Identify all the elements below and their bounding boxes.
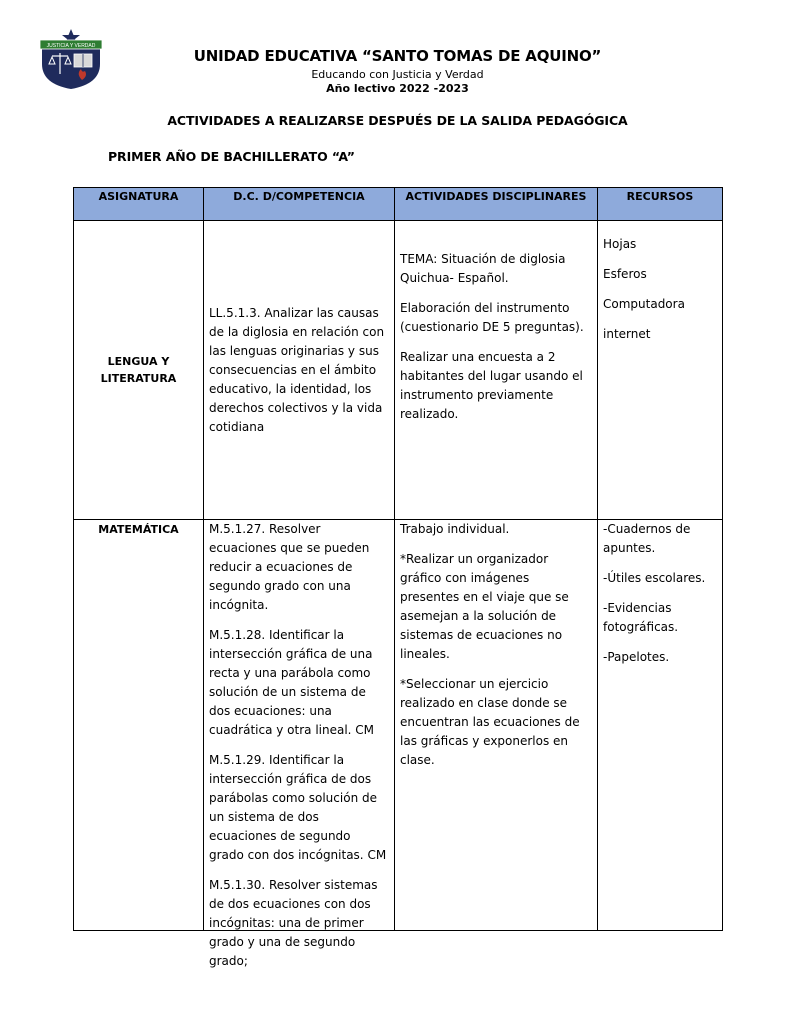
svg-text:JUSTICIA Y VERDAD: JUSTICIA Y VERDAD bbox=[46, 42, 96, 49]
actividad-item: *Realizar un organizador gráfico con imágenes presentes en el viaje que se asemejan a la solución de sistemas de ecuaciones no lineales. bbox=[400, 552, 569, 661]
competencia-cell bbox=[204, 221, 395, 520]
table-row bbox=[74, 221, 723, 520]
document-title: ACTIVIDADES A REALIZARSE DESPUÉS DE LA SALIDA PEDAGÓGICA bbox=[167, 113, 628, 128]
recurso-item: -Evidencias fotográficas. bbox=[603, 601, 679, 634]
header-recursos: RECURSOS bbox=[598, 188, 723, 221]
subject-cell bbox=[74, 221, 204, 520]
school-name: UNIDAD EDUCATIVA “SANTO TOMAS DE AQUINO” bbox=[193, 47, 602, 65]
recurso-item: -Útiles escolares. bbox=[603, 571, 706, 585]
table-row bbox=[74, 520, 723, 931]
recurso-item: -Cuadernos de apuntes. bbox=[603, 522, 691, 555]
header-asignatura: ASIGNATURA bbox=[74, 188, 204, 221]
recurso-item: internet bbox=[603, 327, 651, 341]
actividad-item: Trabajo individual. bbox=[400, 522, 510, 536]
competencia-item: M.5.1.30. Resolver sistemas de dos ecuaciones con dos incógnitas: una de primer grado y una de segundo grado; bbox=[209, 878, 378, 968]
competencia-cell bbox=[204, 520, 395, 968]
activities-table bbox=[73, 187, 723, 968]
recursos-cell bbox=[598, 520, 723, 931]
subject-name: MATEMÁTICA bbox=[98, 523, 179, 536]
competencia-item: M.5.1.27. Resolver ecuaciones que se pueden reducir a ecuaciones de segundo grado con una incógnita. bbox=[209, 522, 370, 612]
actividad-item: Elaboración del instrumento (cuestionario DE 5 preguntas). bbox=[400, 301, 584, 334]
recursos-cell bbox=[598, 221, 723, 520]
recurso-item: Esferos bbox=[603, 267, 647, 281]
actividad-item: TEMA: Situación de diglosia Quichua- Español. bbox=[400, 252, 566, 285]
school-motto: Educando con Justicia y Verdad bbox=[311, 68, 484, 81]
subject-cell bbox=[74, 520, 204, 931]
actividad-item: *Seleccionar un ejercicio realizado en clase donde se encuentran las ecuaciones de las gráficas y exponerlos en clase. bbox=[400, 677, 580, 767]
actividad-item: Realizar una encuesta a 2 habitantes del lugar usando el instrumento previamente realizado. bbox=[400, 350, 583, 421]
competencia-item: M.5.1.28. Identificar la intersección gráfica de una recta y una parábola como solución de un sistema de dos ecuaciones: una cuadrática y otra lineal. CM bbox=[209, 628, 375, 737]
actividades-cell bbox=[395, 221, 598, 520]
table-header-row bbox=[74, 188, 723, 221]
competencia-item: M.5.1.29. Identificar la intersección gráfica de dos parábolas como solución de un sistema de dos ecuaciones de segundo grado con dos incógnitas. CM bbox=[209, 753, 387, 862]
recurso-item: Hojas bbox=[603, 237, 637, 251]
header-actividades: ACTIVIDADES DISCIPLINARES bbox=[395, 188, 598, 221]
course-name: PRIMER AÑO DE BACHILLERATO “A” bbox=[108, 149, 355, 164]
actividades-cell bbox=[395, 520, 598, 931]
school-year: Año lectivo 2022 -2023 bbox=[326, 82, 469, 95]
recurso-item: Computadora bbox=[603, 297, 685, 311]
competencia-text: LL.5.1.3. Analizar las causas de la diglosia en relación con las lenguas originarias y sus consecuencias en el ámbito educativo, la identidad, los derechos colectivos y la vida cotidiana bbox=[209, 305, 385, 434]
subject-name: LENGUA Y LITERATURA bbox=[100, 355, 177, 385]
header-competencia: D.C. D/COMPETENCIA bbox=[204, 188, 395, 221]
recurso-item: -Papelotes. bbox=[603, 650, 670, 664]
